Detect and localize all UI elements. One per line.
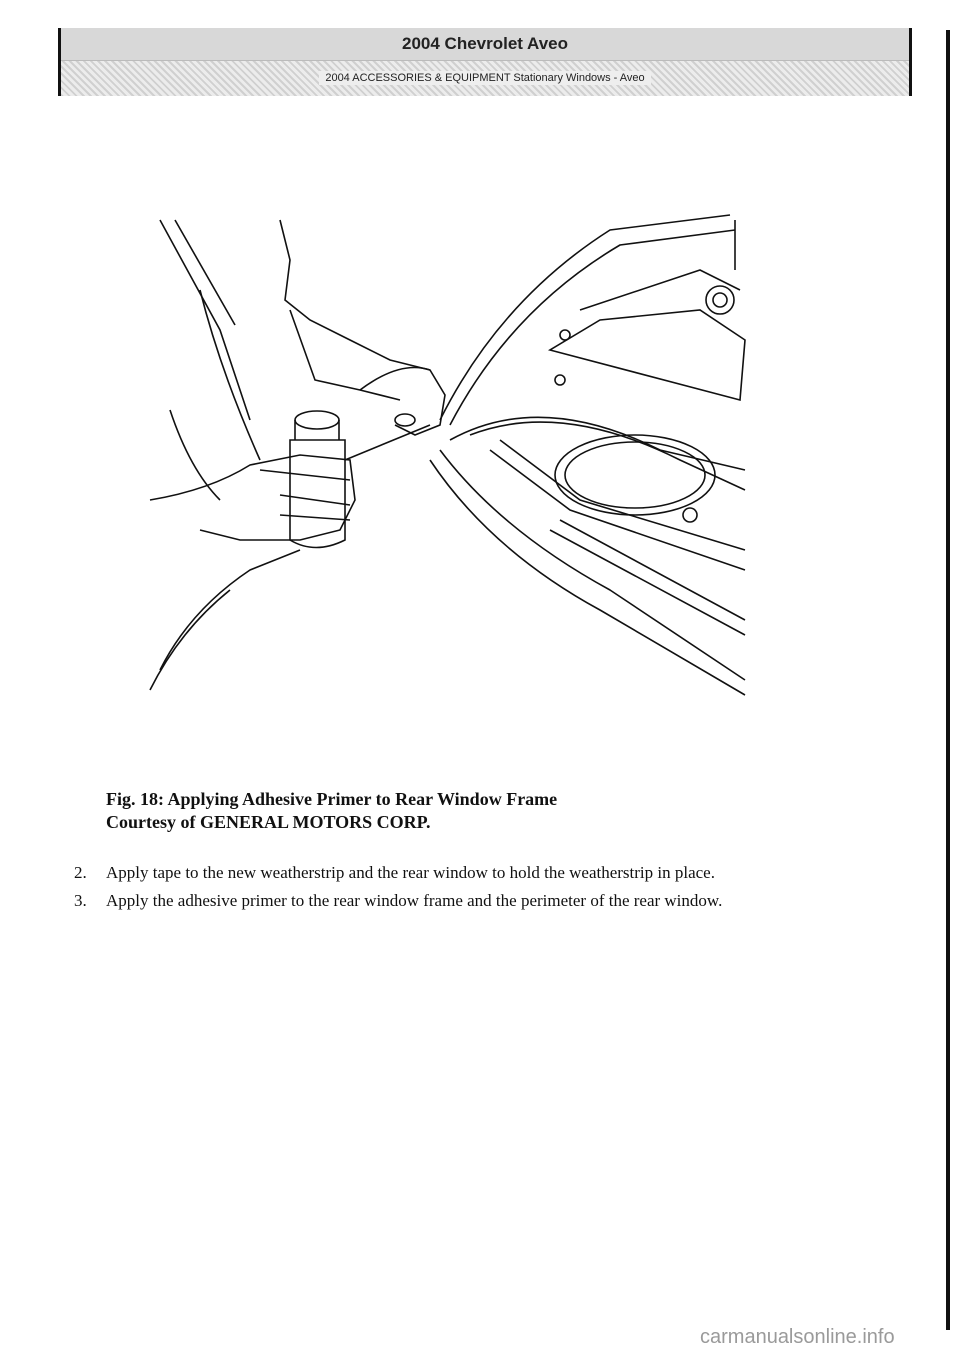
step-number: 2. <box>74 863 87 882</box>
document-subtitle-text: 2004 ACCESSORIES & EQUIPMENT Stationary Windows - Aveo <box>319 71 650 85</box>
procedure-steps <box>74 862 874 918</box>
step-text: Apply the adhesive primer to the rear window frame and the perimeter of the rear window. <box>106 891 723 910</box>
procedure-step <box>74 862 874 884</box>
figure-caption-title: Fig. 18: Applying Adhesive Primer to Rear Window Frame <box>106 789 558 809</box>
adhesive-primer-illustration <box>140 210 760 700</box>
document-subtitle <box>61 61 909 96</box>
figure-caption-credit: Courtesy of GENERAL MOTORS CORP. <box>106 812 431 832</box>
page-border <box>946 30 950 1330</box>
watermark: carmanualsonline.info <box>700 1326 895 1348</box>
figure-caption <box>106 788 557 834</box>
document-header <box>58 28 912 96</box>
step-text: Apply tape to the new weatherstrip and the rear window to hold the weatherstrip in place. <box>106 863 715 882</box>
step-number: 3. <box>74 891 87 910</box>
procedure-step <box>74 890 874 912</box>
document-title: 2004 Chevrolet Aveo <box>61 28 909 61</box>
